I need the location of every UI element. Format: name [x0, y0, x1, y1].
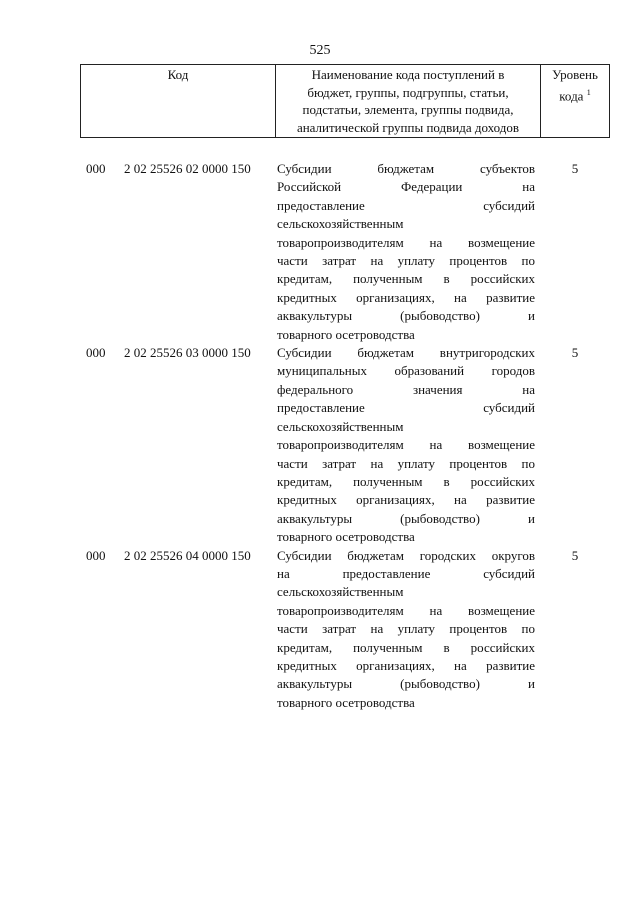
description-line: товарного осетроводства	[277, 529, 415, 545]
description-line: кредитам, полученным в российских	[277, 271, 535, 287]
table-header	[80, 64, 610, 138]
header-name-line: бюджет, группы, подгруппы, статьи,	[307, 84, 509, 100]
description-line: Субсидии бюджетам городских округов	[277, 547, 535, 563]
header-level-line	[541, 84, 609, 105]
description-line: товаропроизводителям на возмещение	[277, 234, 535, 250]
description-line: Российской Федерации на	[277, 179, 535, 195]
description-line: на предоставление субсидий	[277, 565, 535, 581]
header-level	[541, 65, 609, 137]
revenue-description	[275, 160, 540, 344]
table-row	[80, 344, 610, 546]
code-level: 5	[571, 345, 579, 361]
description-line: кредитных организациях, на развитие	[277, 289, 535, 305]
description-line: муниципальных образований городов	[277, 363, 535, 379]
description-line: Субсидии бюджетам внутригородских	[277, 345, 535, 361]
description-line: сельскохозяйственным	[277, 216, 404, 232]
description-line: аквакультуры (рыбоводство) и	[277, 308, 535, 324]
code-level: 5	[571, 547, 579, 563]
header-level-line: Уровень	[552, 67, 598, 82]
description-line: товаропроизводителям на возмещение	[277, 602, 535, 618]
admin-code: 000	[86, 547, 106, 563]
description-line: товаропроизводителям на возмещение	[277, 437, 535, 453]
table-row	[80, 160, 610, 344]
admin-code: 000	[86, 161, 106, 176]
description-line: сельскохозяйственным	[277, 418, 404, 434]
code-level: 5	[571, 161, 579, 176]
description-line: сельскохозяйственным	[277, 584, 404, 600]
table-row	[80, 547, 610, 713]
description-line: кредитных организациях, на развитие	[277, 657, 535, 673]
revenue-code: 2 02 25526 04 0000 150	[124, 547, 251, 563]
header-name	[276, 65, 541, 137]
revenue-code: 2 02 25526 03 0000 150	[124, 345, 251, 361]
description-line: Субсидии бюджетам субъектов	[277, 161, 535, 176]
description-line: части затрат на уплату процентов по	[277, 455, 535, 471]
header-name-line: подстатьи, элемента, группы подвида,	[302, 102, 514, 117]
header-level-word: кода	[559, 87, 584, 103]
description-line: кредитам, полученным в российских	[277, 473, 535, 489]
description-line: предоставление субсидий	[277, 197, 535, 213]
description-line: аквакультуры (рыбоводство) и	[277, 676, 535, 692]
revenue-description	[275, 344, 540, 546]
footnote-marker: 1	[586, 87, 591, 97]
description-line: федерального значения на	[277, 381, 535, 397]
description-line: части затрат на уплату процентов по	[277, 253, 535, 269]
header-code: Код	[81, 65, 276, 137]
page-number: 525	[309, 43, 331, 58]
description-line: товарного осетроводства	[277, 326, 415, 342]
description-line: части затрат на уплату процентов по	[277, 621, 535, 637]
table-body	[80, 160, 610, 712]
admin-code: 000	[86, 345, 106, 361]
description-line: аквакультуры (рыбоводство) и	[277, 510, 535, 526]
description-line: товарного осетроводства	[277, 694, 415, 710]
header-name-line: аналитической группы подвида доходов	[296, 119, 520, 135]
revenue-code: 2 02 25526 02 0000 150	[124, 161, 251, 176]
header-name-line: Наименование кода поступлений в	[311, 67, 505, 82]
revenue-description	[275, 547, 540, 713]
description-line: кредитных организациях, на развитие	[277, 492, 535, 508]
description-line: предоставление субсидий	[277, 400, 535, 416]
description-line: кредитам, полученным в российских	[277, 639, 535, 655]
